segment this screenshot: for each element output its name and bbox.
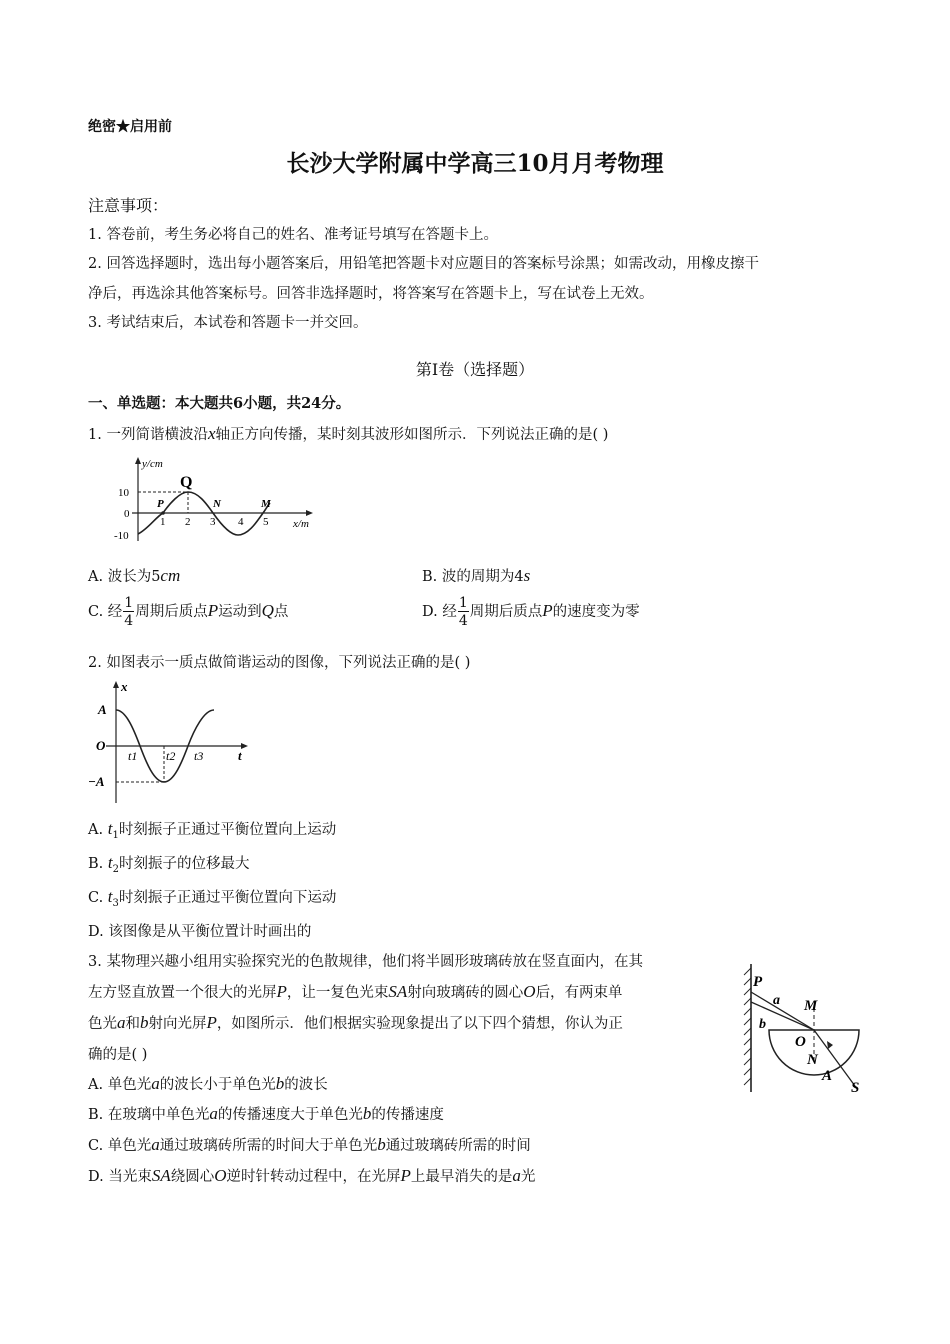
q1-x-tick-2: 2 bbox=[185, 516, 191, 528]
q1-point-p: P bbox=[157, 498, 164, 510]
q1-x-tick-3: 3 bbox=[210, 516, 216, 528]
q1-option-d-fraction bbox=[458, 596, 469, 628]
q3-c-1: C. 单色光 bbox=[88, 1138, 152, 1154]
q3-option-a bbox=[88, 1073, 328, 1094]
q1-option-c-frac-num: 1 bbox=[124, 595, 134, 611]
q3-l3-d: ，如图所示．他们根据实验现象提出了以下四个猜想，你认为正 bbox=[216, 1016, 623, 1032]
q2-option-c bbox=[88, 886, 336, 909]
q3-option-b bbox=[88, 1103, 444, 1124]
q1-y-tick-0: 0 bbox=[124, 508, 130, 520]
q1-x-tick-4: 4 bbox=[238, 516, 244, 528]
q2-option-a-var: t bbox=[107, 819, 113, 838]
q3-l3-b: 和 bbox=[125, 1016, 140, 1032]
q3-label-o: O bbox=[795, 1034, 806, 1050]
q2-option-b bbox=[88, 852, 249, 875]
q3-l3-p: P bbox=[206, 1013, 217, 1032]
q3-b-2: 的传播速度大于单色光 bbox=[217, 1107, 363, 1123]
q3-l3-var-a: a bbox=[117, 1013, 126, 1032]
q1-point-m: M bbox=[261, 498, 271, 510]
q3-d-v3: P bbox=[400, 1166, 411, 1185]
q2-shm-figure bbox=[86, 678, 256, 808]
q1-stem-var: x bbox=[207, 424, 216, 443]
q3-option-c bbox=[88, 1134, 531, 1155]
q3-label-a: a bbox=[773, 993, 780, 1008]
q2-x-arrow bbox=[113, 681, 119, 688]
q3-label-a-point: A bbox=[822, 1068, 833, 1084]
q2-option-d: D. 该图像是从平衡位置计时画出的 bbox=[88, 924, 312, 940]
q3-l2-c: 射向玻璃砖的圆心 bbox=[407, 985, 524, 1001]
q1-option-c-q: Q bbox=[261, 601, 274, 620]
q3-screen-hatch bbox=[744, 968, 751, 1085]
q3-c-v2: b bbox=[377, 1135, 386, 1154]
q1-option-c bbox=[88, 596, 288, 628]
q3-l2-b: ，让一复色光束 bbox=[286, 985, 389, 1001]
q2-t-label: t bbox=[238, 748, 242, 763]
q3-b-v1: a bbox=[209, 1104, 218, 1123]
q1-option-c-frac-den: 4 bbox=[124, 613, 134, 629]
q1-option-d-pre: D. 经 bbox=[422, 604, 457, 620]
notice-item-3: 3. 考试结束后，本试卷和答题卡一并交回。 bbox=[88, 315, 368, 331]
q1-option-a bbox=[88, 565, 180, 586]
q3-stem-line-4: 确的是( ) bbox=[88, 1047, 148, 1063]
q3-c-3: 通过玻璃砖所需的时间 bbox=[385, 1138, 531, 1154]
q3-stem-line-3 bbox=[88, 1012, 623, 1033]
q2-option-b-pre: B. bbox=[88, 856, 108, 872]
q3-a-3: 的波长 bbox=[284, 1077, 328, 1093]
q3-l2-a: 左方竖直放置一个很大的光屏 bbox=[88, 985, 277, 1001]
q2-t1-mark: t1 bbox=[128, 749, 138, 763]
q2-o-label: O bbox=[96, 738, 106, 753]
q1-point-n: N bbox=[213, 498, 221, 510]
q1-option-a-text: A. 波长为5 bbox=[88, 569, 161, 585]
q1-wave-figure bbox=[110, 455, 335, 550]
q1-x-label: x/m bbox=[293, 518, 309, 530]
page-title: 长沙大学附属中学高三10月月考物理 bbox=[286, 150, 664, 177]
q3-a-2: 的波长小于单色光 bbox=[159, 1077, 276, 1093]
q2-option-b-sub: 2 bbox=[112, 863, 119, 875]
q1-point-q: Q bbox=[180, 474, 193, 491]
q3-label-b: b bbox=[759, 1017, 766, 1032]
q3-label-m: M bbox=[804, 998, 818, 1014]
q3-a-v1: a bbox=[151, 1074, 160, 1093]
q3-b-1: B. 在玻璃中单色光 bbox=[88, 1107, 210, 1123]
notice-item-1: 1. 答卷前，考生务必将自己的姓名、准考证号填写在答题卡上。 bbox=[88, 227, 498, 243]
q1-option-c-pre: C. 经 bbox=[88, 604, 123, 620]
q2-option-a-pre: A. bbox=[88, 822, 108, 838]
q3-l2-d: 后，有两束单 bbox=[535, 985, 623, 1001]
q1-option-d-end: 的速度变为零 bbox=[552, 604, 640, 620]
q3-label-n: N bbox=[807, 1052, 818, 1068]
q1-option-d-frac-den: 4 bbox=[458, 613, 468, 629]
q1-option-b-unit: s bbox=[523, 566, 531, 585]
q3-l3-c: 射向光屏 bbox=[148, 1016, 207, 1032]
q2-option-c-pre: C. bbox=[88, 890, 108, 906]
notice-item-2: 2. 回答选择题时，选出每小题答案后，用铅笔把答题卡对应题目的答案标号涂黑；如需改动，用橡皮擦干 bbox=[88, 256, 759, 272]
notice-item-2-cont: 净后，再选涂其他答案标号。回答非选择题时，将答案写在答题卡上，写在试卷上无效。 bbox=[88, 286, 654, 302]
q2-option-a-sub: 1 bbox=[112, 829, 119, 841]
q3-option-d bbox=[88, 1165, 535, 1186]
q1-option-c-mid2: 运动到 bbox=[218, 604, 262, 620]
q2-option-b-var: t bbox=[107, 853, 113, 872]
q1-option-b bbox=[422, 565, 530, 586]
q3-l2-o: O bbox=[523, 982, 536, 1001]
q1-option-d-mid: 周期后质点 bbox=[469, 604, 543, 620]
q2-option-a-text: 时刻振子正通过平衡位置向上运动 bbox=[118, 822, 337, 838]
q1-option-c-mid: 周期后质点 bbox=[135, 604, 208, 620]
q3-c-v1: a bbox=[151, 1135, 160, 1154]
q1-option-c-p: P bbox=[207, 601, 219, 620]
q1-point-p-dot bbox=[161, 511, 165, 515]
notice-heading: 注意事项： bbox=[88, 196, 169, 215]
q2-t2-mark: t2 bbox=[166, 749, 176, 763]
q1-stem bbox=[88, 423, 608, 444]
q2-option-c-var: t bbox=[107, 887, 113, 906]
q2-option-c-text: 时刻振子正通过平衡位置向下运动 bbox=[118, 890, 337, 906]
q3-d-v4: a bbox=[512, 1166, 521, 1185]
q3-c-2: 通过玻璃砖所需的时间大于单色光 bbox=[159, 1138, 378, 1154]
q3-b-v2: b bbox=[362, 1104, 372, 1123]
q3-label-s: S bbox=[851, 1080, 860, 1096]
q2-t-arrow bbox=[241, 743, 248, 749]
q2-option-c-sub: 3 bbox=[112, 897, 119, 909]
q1-x-tick-1: 1 bbox=[160, 516, 166, 528]
q3-l2-sa: SA bbox=[388, 982, 408, 1001]
q2-a-label: A bbox=[98, 702, 107, 717]
q3-l3-a: 色光 bbox=[88, 1016, 117, 1032]
q3-d-v2: O bbox=[214, 1166, 227, 1185]
q2-x-label: x bbox=[121, 679, 128, 694]
q3-prism-figure bbox=[735, 958, 875, 1098]
q1-y-tick-neg10: -10 bbox=[114, 530, 129, 542]
q3-d-4: 上最早消失的是 bbox=[410, 1169, 513, 1185]
q1-option-d-p: P bbox=[542, 601, 553, 620]
q3-a-v2: b bbox=[275, 1074, 285, 1093]
secret-label: 绝密★启用前 bbox=[88, 119, 172, 135]
q3-stem-line-2 bbox=[88, 981, 623, 1002]
q1-y-tick-10: 10 bbox=[118, 487, 129, 499]
q3-d-1: D. 当光束 bbox=[88, 1169, 152, 1185]
q2-stem: 2. 如图表示一质点做简谐运动的图像，下列说法正确的是( ) bbox=[88, 655, 471, 671]
q2-option-b-text: 时刻振子的位移最大 bbox=[118, 856, 250, 872]
q1-option-c-fraction bbox=[123, 596, 134, 628]
q3-ray-sa-arrow bbox=[827, 1041, 833, 1049]
q1-stem-b: 轴正方向传播，某时刻其波形如图所示．下列说法正确的是( ) bbox=[215, 427, 609, 443]
q1-option-d bbox=[422, 596, 640, 628]
q1-option-c-end: 点 bbox=[273, 604, 289, 620]
q3-d-v1: SA bbox=[151, 1166, 171, 1185]
q3-stem-line-1: 3. 某物理兴趣小组用实验探究光的色散规律，他们将半圆形玻璃砖放在竖直面内，在其 bbox=[88, 954, 643, 970]
q1-x-tick-5: 5 bbox=[263, 516, 269, 528]
q3-l3-var-b: b bbox=[140, 1013, 149, 1032]
q1-x-arrow bbox=[306, 510, 313, 516]
q3-b-3: 的传播速度 bbox=[371, 1107, 444, 1123]
q1-y-label: y/cm bbox=[142, 458, 163, 470]
part-heading: 一、单选题：本大题共6小题，共24分。 bbox=[88, 395, 351, 412]
q3-a-1: A. 单色光 bbox=[88, 1077, 152, 1093]
q2-neg-a-label: −A bbox=[88, 774, 105, 789]
q3-d-3: 逆时针转动过程中，在光屏 bbox=[226, 1169, 401, 1185]
q1-y-arrow bbox=[135, 457, 141, 464]
q1-option-b-text: B. 波的周期为4 bbox=[422, 569, 524, 585]
q3-l2-p: P bbox=[276, 982, 287, 1001]
q1-stem-a: 1. 一列简谐横波沿 bbox=[88, 427, 208, 443]
q3-label-p: P bbox=[753, 974, 763, 990]
section-title: 第I卷（选择题） bbox=[415, 360, 535, 379]
q3-d-5: 光 bbox=[520, 1169, 536, 1185]
q1-option-d-frac-num: 1 bbox=[458, 595, 468, 611]
q2-option-a bbox=[88, 818, 336, 841]
q1-option-a-unit: cm bbox=[160, 566, 181, 585]
q2-t3-mark: t3 bbox=[194, 749, 204, 763]
q3-d-2: 绕圆心 bbox=[170, 1169, 215, 1185]
